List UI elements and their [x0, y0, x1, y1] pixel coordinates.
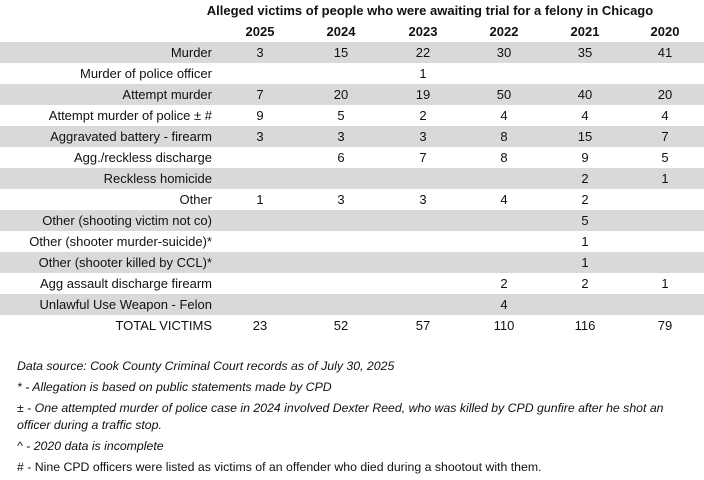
- table-cell: [382, 210, 464, 231]
- table-cell: [220, 294, 300, 315]
- table-cell: 8: [500, 150, 508, 165]
- row-label: Aggravated battery - firearm: [0, 126, 220, 147]
- table-cell: 4: [500, 192, 508, 207]
- table-row: [0, 294, 704, 315]
- table-cell: 3: [220, 126, 300, 147]
- column-header: 2020: [650, 24, 680, 39]
- table-cell: 2: [419, 108, 427, 123]
- table-cell: [626, 189, 704, 210]
- table-cell: [220, 252, 300, 273]
- row-label: Agg./reckless discharge: [73, 150, 212, 165]
- footnote-source: Data source: Cook County Criminal Court records as of July 30, 2025: [17, 359, 395, 373]
- table-cell: [220, 210, 300, 231]
- table-cell: [544, 294, 626, 315]
- table-cell: [220, 231, 300, 252]
- column-header: 2024: [326, 24, 356, 39]
- row-label: Agg assault discharge firearm: [40, 276, 212, 291]
- row-label: Other: [179, 192, 212, 207]
- table-cell: 8: [464, 126, 544, 147]
- table-cell: 3: [220, 42, 300, 63]
- table-cell: [300, 210, 382, 231]
- table-cell: [300, 273, 382, 294]
- table-row: [0, 168, 704, 189]
- table-cell: 4: [581, 108, 589, 123]
- table-cell: [626, 63, 704, 84]
- row-label: Attempt murder: [0, 84, 220, 105]
- table-cell: [382, 273, 464, 294]
- table-cell: 22: [382, 42, 464, 63]
- table-cell: [464, 231, 544, 252]
- table-cell: [626, 231, 704, 252]
- table-cell: [220, 168, 300, 189]
- table-row: [0, 126, 704, 147]
- table-row: [0, 84, 704, 105]
- table-cell: 3: [337, 192, 345, 207]
- table-cell: 2: [544, 168, 626, 189]
- table-cell: [300, 168, 382, 189]
- table-cell: [464, 168, 544, 189]
- table-cell: 3: [300, 126, 382, 147]
- table-cell: 3: [419, 192, 427, 207]
- table-cell: [382, 168, 464, 189]
- table-cell: [626, 294, 704, 315]
- table-cell: [300, 63, 382, 84]
- table-cell: 15: [300, 42, 382, 63]
- table-cell: 1: [626, 168, 704, 189]
- row-label: Other (shooter murder-suicide)*: [29, 234, 212, 249]
- table-cell: 9: [581, 150, 589, 165]
- table-cell: 110: [493, 318, 515, 333]
- table-cell: 7: [220, 84, 300, 105]
- table-row: [0, 105, 704, 126]
- row-label: Reckless homicide: [0, 168, 220, 189]
- row-label: Other (shooting victim not co): [0, 210, 220, 231]
- table-cell: [220, 273, 300, 294]
- row-label: TOTAL VICTIMS: [115, 318, 212, 333]
- table-cell: 4: [661, 108, 669, 123]
- table-cell: [464, 210, 544, 231]
- table-cell: [382, 294, 464, 315]
- table-cell: 57: [415, 318, 431, 333]
- table-cell: 15: [544, 126, 626, 147]
- footnote-allegation: * - Allegation is based on public statements made by CPD: [17, 380, 332, 394]
- row-label: Attempt murder of police ± #: [48, 108, 212, 123]
- table-row: [0, 273, 704, 294]
- table-cell: 7: [626, 126, 704, 147]
- victims-table: [0, 21, 704, 336]
- row-label: Murder: [0, 42, 220, 63]
- table-cell: [464, 63, 544, 84]
- table-cell: [626, 210, 704, 231]
- table-row: [0, 231, 704, 252]
- footnotes: [17, 358, 697, 480]
- table-row: [0, 147, 704, 168]
- column-header: 2021: [570, 24, 600, 39]
- table-cell: 30: [464, 42, 544, 63]
- table-cell: 1: [544, 252, 626, 273]
- footnote-2020-incomplete: ^ - 2020 data is incomplete: [17, 439, 164, 453]
- table-cell: 20: [626, 84, 704, 105]
- table-cell: 1: [256, 192, 264, 207]
- row-label: Unlawful Use Weapon - Felon: [0, 294, 220, 315]
- table-cell: [220, 63, 300, 84]
- table-cell: 4: [464, 294, 544, 315]
- table-cell: [464, 252, 544, 273]
- table-cell: 52: [333, 318, 349, 333]
- table-cell: 4: [500, 108, 508, 123]
- table-cell: 116: [574, 318, 596, 333]
- table-cell: [382, 252, 464, 273]
- table-cell: 19: [382, 84, 464, 105]
- table-cell: 79: [657, 318, 673, 333]
- column-header: 2025: [245, 24, 275, 39]
- table-row: [0, 252, 704, 273]
- table-cell: 2: [581, 192, 589, 207]
- column-header: 2023: [408, 24, 438, 39]
- table-row: [0, 63, 704, 84]
- header-row: [0, 21, 704, 42]
- table-row: [0, 315, 704, 336]
- table-cell: 2: [500, 276, 508, 291]
- table-cell: 3: [382, 126, 464, 147]
- table-cell: 1: [661, 276, 669, 291]
- table-cell: 41: [626, 42, 704, 63]
- table-cell: 1: [581, 234, 589, 249]
- header-corner: [0, 21, 220, 42]
- row-label: Other (shooter killed by CCL)*: [0, 252, 220, 273]
- table-cell: [544, 63, 626, 84]
- table-body: [0, 42, 704, 336]
- row-label: Murder of police officer: [80, 66, 212, 81]
- table-cell: 35: [544, 42, 626, 63]
- table-cell: [382, 231, 464, 252]
- table-cell: 7: [419, 150, 427, 165]
- table-cell: 6: [337, 150, 345, 165]
- table-cell: 5: [661, 150, 669, 165]
- table-cell: 2: [581, 276, 589, 291]
- table-cell: 5: [337, 108, 345, 123]
- table-cell: [300, 294, 382, 315]
- table-cell: 5: [544, 210, 626, 231]
- footnote-dexter-reed: ± - One attempted murder of police case in 2024 involved Dexter Reed, who was killed by CPD gunfire after he shot an officer during a traffic stop.: [17, 401, 664, 432]
- column-header: 2022: [489, 24, 519, 39]
- table-cell: 1: [419, 66, 427, 81]
- table-cell: [300, 252, 382, 273]
- table-cell: 50: [464, 84, 544, 105]
- table-cell: 23: [252, 318, 268, 333]
- table-cell: 20: [300, 84, 382, 105]
- footnote-cpd-officers: # - Nine CPD officers were listed as victims of an offender who died during a shootout with them.: [17, 460, 542, 474]
- table-row: [0, 189, 704, 210]
- table-cell: [220, 147, 300, 168]
- table-cell: [300, 231, 382, 252]
- table-row: [0, 210, 704, 231]
- table-cell: [626, 252, 704, 273]
- table-cell: 40: [544, 84, 626, 105]
- chart-title: Alleged victims of people who were awaiting trial for a felony in Chicago: [206, 3, 654, 18]
- table-cell: 9: [256, 108, 264, 123]
- table-row: [0, 42, 704, 63]
